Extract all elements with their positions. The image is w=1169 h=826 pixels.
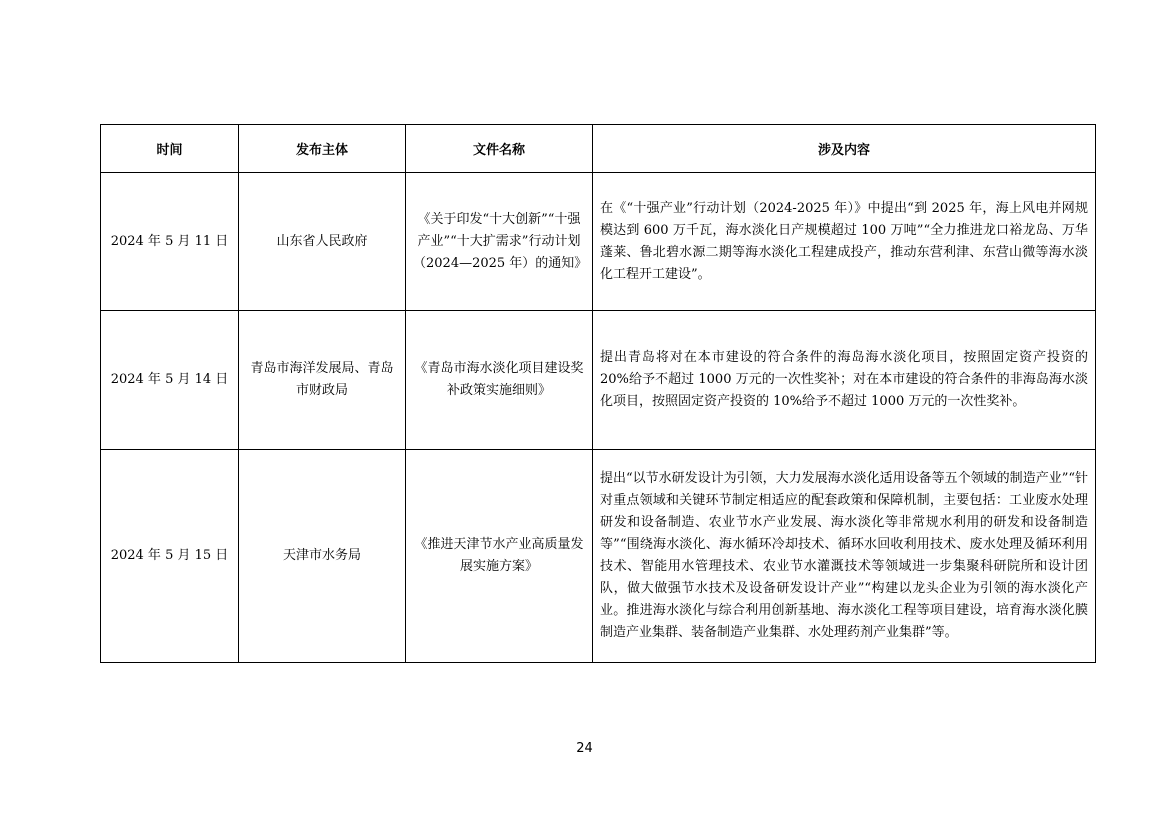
table-row <box>101 450 1096 663</box>
cell-document: 《推进天津节水产业高质量发展实施方案》 <box>406 450 593 663</box>
cell-date: 2024 年 5 月 11 日 <box>101 173 239 311</box>
table-row <box>101 311 1096 450</box>
cell-publisher: 山东省人民政府 <box>239 173 406 311</box>
cell-document: 《青岛市海水淡化项目建设奖补政策实施细则》 <box>406 311 593 450</box>
header-document: 文件名称 <box>406 125 593 173</box>
cell-document: 《关于印发“十大创新”“十强产业”“十大扩需求”行动计划（2024—2025 年）的通知》 <box>406 173 593 311</box>
cell-content: 提出青岛将对在本市建设的符合条件的海岛海水淡化项目，按照固定资产投资的 20%给予不超过 1000 万元的一次性奖补；对在本市建设的符合条件的非海岛海水淡化项目，按照固定资产投资的 10%给予不超过 1000 万元的一次性奖补。 <box>593 311 1096 450</box>
cell-publisher: 青岛市海洋发展局、青岛市财政局 <box>239 311 406 450</box>
header-date: 时间 <box>101 125 239 173</box>
policy-table <box>100 124 1096 663</box>
table-header-row <box>101 125 1096 173</box>
table-row <box>101 173 1096 311</box>
header-publisher: 发布主体 <box>239 125 406 173</box>
header-content: 涉及内容 <box>593 125 1096 173</box>
cell-content: 提出“以节水研发设计为引领，大力发展海水淡化适用设备等五个领域的制造产业”“针对重点领域和关键环节制定相适应的配套政策和保障机制，主要包括：工业废水处理研发和设备制造、农业节水产业发展、海水淡化等非常规水利用的研发和设备制造等”“围绕海水淡化、海水循环冷却技术、循环水回收利用技术、废水处理及循环利用技术、智能用水管理技术、农业节水灌溉技术等领域进一步集聚科研院所和设计团队，做大做强节水技术及设备研发设计产业”“构建以龙头企业为引领的海水淡化产业。推进海水淡化与综合利用创新基地、海水淡化工程等项目建设，培育海水淡化膜制造产业集群、装备制造产业集群、水处理药剂产业集群”等。 <box>593 450 1096 663</box>
cell-date: 2024 年 5 月 14 日 <box>101 311 239 450</box>
cell-content: 在《“十强产业”行动计划（2024-2025 年）》中提出“到 2025 年，海上风电并网规模达到 600 万千瓦，海水淡化日产规模超过 100 万吨”“全力推进龙口裕龙岛、万华蓬莱、鲁北碧水源二期等海水淡化工程建成投产，推动东营利津、东营山微等海水淡化工程开工建设”。 <box>593 173 1096 311</box>
cell-publisher: 天津市水务局 <box>239 450 406 663</box>
cell-date: 2024 年 5 月 15 日 <box>101 450 239 663</box>
page-number: 24 <box>576 741 593 756</box>
